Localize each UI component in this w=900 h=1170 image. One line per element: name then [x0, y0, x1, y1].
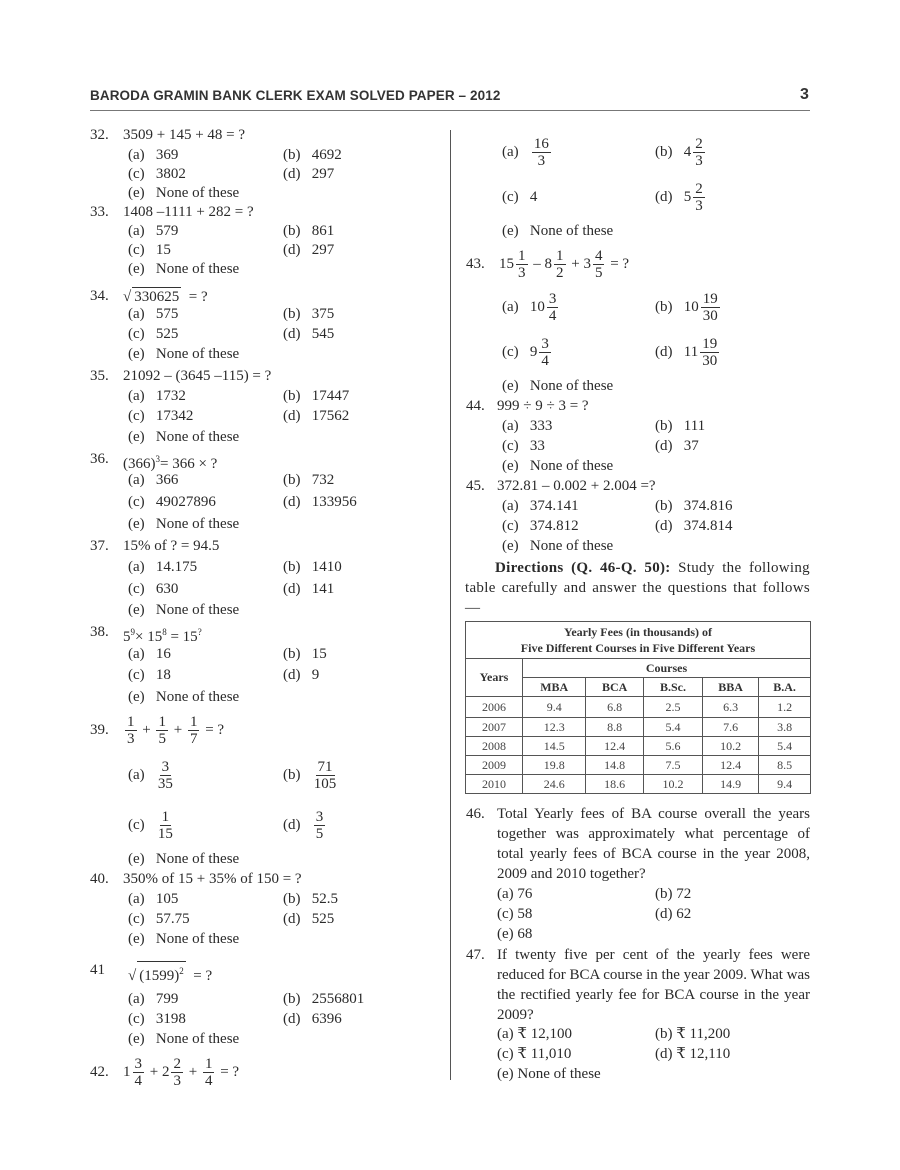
question-stem: 15 1 3 – 8 1 2 + 3 4 5 = ? — [499, 247, 630, 281]
question-number: 46. — [466, 806, 485, 822]
option-c: (c) 3802 — [128, 166, 186, 182]
running-header: BARODA GRAMIN BANK CLERK EXAM SOLVED PAPER – 2012 — [90, 88, 501, 103]
column-header: B.A. — [759, 678, 811, 697]
option-a: (a) 374.141 — [502, 498, 579, 514]
option-b: (b) 374.816 — [655, 498, 733, 514]
column-header: MBA — [523, 678, 586, 697]
option-d: (d) 297 — [283, 166, 335, 182]
question-number: 33. — [90, 204, 109, 220]
option-a: (a) 799 — [128, 991, 179, 1007]
question-number: 45. — [466, 478, 485, 494]
option-e: (e) None of these — [128, 851, 240, 867]
option-d: (d) 525 — [283, 911, 335, 927]
option-b: (b) 17447 — [283, 388, 350, 404]
option-b: (b) ₹ 11,200 — [655, 1026, 731, 1042]
option-a: (a) $\frac{3}{35}$ — [128, 759, 173, 793]
option-c: (c) $\frac{1}{15}$ — [128, 809, 173, 843]
question-stem: $(366)^3= 366$ × ? — [123, 454, 218, 472]
option-c: (c) 525 — [128, 326, 179, 342]
option-b: (b) 861 — [283, 223, 335, 239]
question-stem: 1408 –1111 + 282 = ? — [123, 204, 254, 220]
option-d: (d) 5 2 3 — [655, 180, 703, 214]
option-a: (a) 1732 — [128, 388, 186, 404]
column-header: B.Sc. — [643, 678, 702, 697]
option-e: (e) None of these — [128, 602, 240, 618]
question-number: 40. — [90, 871, 109, 887]
option-a: (a) 333 — [502, 418, 553, 434]
option-e: (e) None of these — [502, 223, 614, 239]
option-d: (d) ₹ 12,110 — [655, 1046, 731, 1062]
option-b: (b) 375 — [283, 306, 335, 322]
option-b: (b) 1410 — [283, 559, 342, 575]
option-b: (b) 2556801 — [283, 991, 365, 1007]
option-a: (a) 366 — [128, 472, 179, 488]
option-c: (c) 18 — [128, 667, 171, 683]
question-stem: √ 330625 = ? — [123, 289, 208, 305]
question-number: 39. — [90, 722, 109, 738]
column-divider — [450, 130, 451, 1080]
option-e: (e) None of these — [128, 1031, 240, 1047]
option-e: (e) None of these — [128, 689, 240, 705]
option-e: (e) None of these — [128, 346, 240, 362]
question-number: 41 — [90, 962, 105, 978]
column-header: BBA — [703, 678, 759, 697]
option-d: (d) 297 — [283, 242, 335, 258]
question-stem: 3509 + 145 + 48 = ? — [123, 127, 246, 143]
option-b: (b) 52.5 — [283, 891, 338, 907]
option-a: (a) 575 — [128, 306, 179, 322]
option-c: (c) 374.812 — [502, 518, 579, 534]
option-d: (d) 9 — [283, 667, 320, 683]
option-b: (b) $\frac{71}{105}$ — [283, 759, 337, 793]
option-b: (b) 10 19 30 — [655, 290, 718, 324]
option-c: (c) 33 — [502, 438, 545, 454]
question-number: 32. — [90, 127, 109, 143]
option-c: (c) 4 — [502, 189, 538, 205]
question-stem: 999 ÷ 9 ÷ 3 = ? — [497, 398, 589, 414]
option-b: (b) 111 — [655, 418, 706, 434]
question-number: 38. — [90, 624, 109, 640]
header-rule — [90, 110, 810, 111]
option-a: (a) 10 3 4 — [502, 290, 557, 324]
question-number: 36. — [90, 451, 109, 467]
option-b: (b) 72 — [655, 886, 692, 902]
option-e: (e) 68 — [497, 926, 533, 942]
option-d: (d) 133956 — [283, 494, 357, 510]
question-stem: 21092 – (3645 –115) = ? — [123, 368, 272, 384]
question-stem: √ $(1599)^2$ = ? — [128, 961, 212, 985]
option-c: (c) ₹ 11,010 — [497, 1046, 572, 1062]
question-number: 34. — [90, 288, 109, 304]
table-row: 2007 12.3 8.8 5.4 7.6 3.8 — [466, 718, 811, 737]
option-d: (d) 141 — [283, 581, 335, 597]
option-b: (b) 15 — [283, 646, 327, 662]
question-stem: $\frac{1}{3}$ + $\frac{1}{5}$ + $\frac{1}{7}$ = ? — [127, 714, 225, 748]
option-a: (a) 369 — [128, 147, 179, 163]
option-c: (c) 17342 — [128, 408, 194, 424]
option-b: (b) 4692 — [283, 147, 342, 163]
question-number: 35. — [90, 368, 109, 384]
option-c: (c) 49027896 — [128, 494, 216, 510]
question-stem: $5^9\times 15^8 = 15^?$ — [123, 627, 202, 645]
question-number: 37. — [90, 538, 109, 554]
option-b: (b) 4 2 3 — [655, 135, 703, 169]
option-d: (d) 62 — [655, 906, 692, 922]
page-number: 3 — [800, 86, 809, 103]
option-e: (e) None of these — [497, 1066, 601, 1082]
option-a: (a) 76 — [497, 886, 533, 902]
option-d: (d) 17562 — [283, 408, 350, 424]
option-a: (a) 105 — [128, 891, 179, 907]
option-d: (d) 545 — [283, 326, 335, 342]
option-d: (d) 374.814 — [655, 518, 733, 534]
option-e: (e) None of these — [502, 378, 614, 394]
table-row: 2008 14.5 12.4 5.6 10.2 5.4 — [466, 737, 811, 756]
directions: Directions (Q. 46-Q. 50): Study the following table carefully and answer the questions that follows— — [465, 560, 810, 616]
option-d: (d) 11 19 30 — [655, 335, 718, 369]
question-stem: 15% of ? = 94.5 — [123, 538, 220, 554]
option-e: (e) None of these — [128, 429, 240, 445]
option-b: (b) 732 — [283, 472, 335, 488]
column-header: BCA — [586, 678, 644, 697]
table-title: Yearly Fees (in thousands) of Five Different Courses in Five Different Years — [466, 622, 811, 659]
question-stem: Total Yearly fees of BA course overall the years together was approximately what percentage of total yearly fees of BCA course in the year 2008, 2009 and 2010 together? — [497, 806, 810, 882]
option-c: (c) 15 — [128, 242, 171, 258]
question-stem: 1 3 4 + 2 2 3 + $\frac{1}{4}$ = ? — [123, 1055, 240, 1090]
option-a: (a) 579 — [128, 223, 179, 239]
option-a: (a) 16 — [128, 646, 171, 662]
option-e: (e) None of these — [128, 516, 240, 532]
option-e: (e) None of these — [502, 458, 614, 474]
courses-header: Courses — [523, 659, 811, 678]
option-c: (c) 57.75 — [128, 911, 190, 927]
option-a: (a) ₹ 12,100 — [497, 1026, 572, 1042]
option-c: (c) 58 — [497, 906, 533, 922]
option-a: (a) $\frac{16}{3}$ — [502, 136, 549, 170]
option-d: (d) $\frac{3}{5}$ — [283, 809, 324, 843]
option-c: (c) 9 3 4 — [502, 335, 549, 369]
question-number: 43. — [466, 256, 485, 272]
table-row: 2006 9.4 6.8 2.5 6.3 1.2 — [466, 697, 811, 718]
option-c: (c) 630 — [128, 581, 179, 597]
fees-table — [465, 621, 811, 794]
question-stem: If twenty five per cent of the yearly fees were reduced for BCA course in the year 2009. What was the rectified yearly fee for BCA course in the year 2009? — [497, 947, 810, 1023]
option-d: (d) 37 — [655, 438, 699, 454]
question-stem: 350% of 15 + 35% of 150 = ? — [123, 871, 302, 887]
option-a: (a) 14.175 — [128, 559, 198, 575]
option-c: (c) 3198 — [128, 1011, 186, 1027]
option-d: (d) 6396 — [283, 1011, 342, 1027]
option-e: (e) None of these — [502, 538, 614, 554]
question-number: 42. — [90, 1064, 109, 1080]
question-number: 47. — [466, 947, 485, 963]
option-e: (e) None of these — [128, 261, 240, 277]
question-stem: 372.81 – 0.002 + 2.004 =? — [497, 478, 656, 494]
question-number: 44. — [466, 398, 485, 414]
table-row: 2009 19.8 14.8 7.5 12.4 8.5 — [466, 756, 811, 775]
option-e: (e) None of these — [128, 185, 240, 201]
years-header: Years — [466, 659, 523, 697]
table-row: 2010 24.6 18.6 10.2 14.9 9.4 — [466, 775, 811, 794]
option-e: (e) None of these — [128, 931, 240, 947]
